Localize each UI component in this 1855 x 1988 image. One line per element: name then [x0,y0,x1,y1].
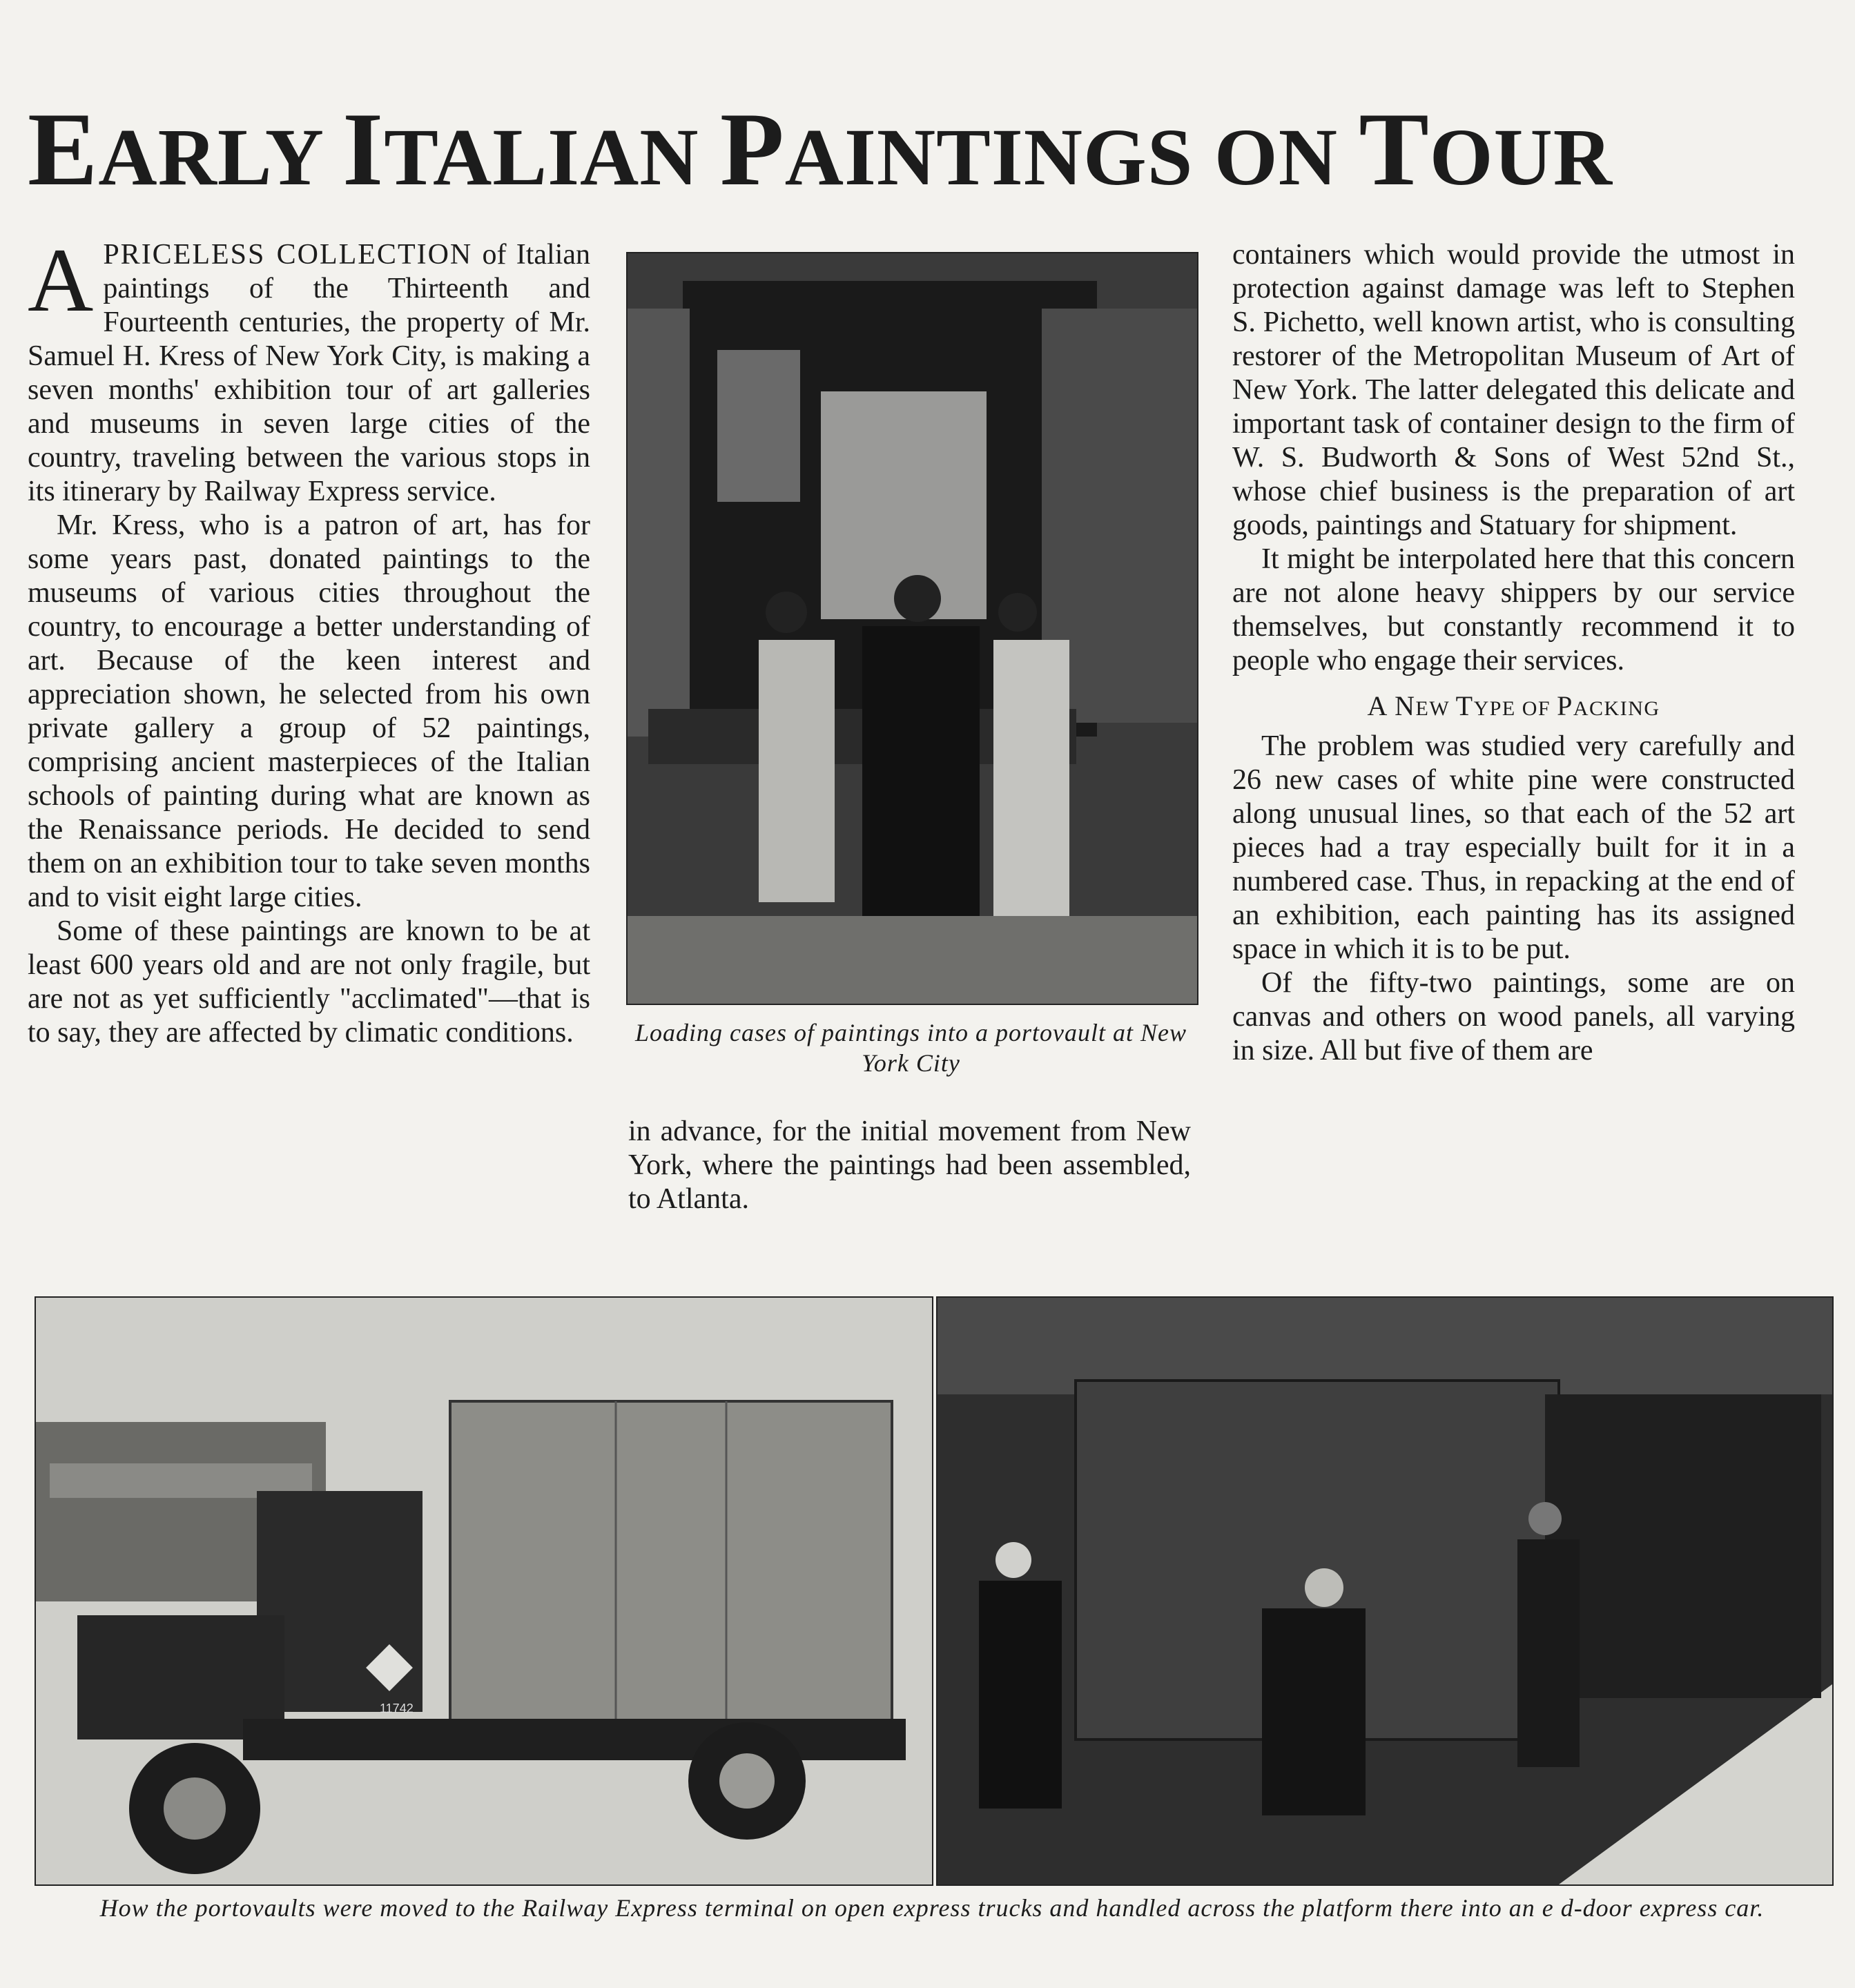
paragraph: containers which would provide the utmost in protection against damage was left to Stephen S. Pichetto, well known artist, who is consulting restorer of the Metropolitan Museum of Art of New York. The latter delegated this delicate and important task of container design to the firm of W. S. Budworth & Sons of West 52nd St., whose chief business is the preparation of art goods, paintings and Statuary for shipment. [1232,239,1795,541]
drop-cap: A [28,229,94,331]
photo-truck-portovault [35,1296,933,1886]
paragraph: APRICELESS COLLECTION of Italian paintings of the Thirteenth and Fourteenth centuries, the property of Mr. Samuel H. Kress of New York City, is making a seven months' exhibition tour of art galleries and museums in seven large cities of the country, traveling between the various stops in its itinerary by Railway Express service. [28,229,591,507]
paragraph: Mr. Kress, who is a patron of art, has for some years past, donated paintings to the museums of various cities throughout the country, to encourage a better understanding of art. Because of the keen interest and appreciation shown, he selected from his own private gallery a group of 52 paintings, comprising ancient masterpieces of the Italian schools of painting during what are known as the Renaissance periods. He decided to send them on an exhibition tour to take seven months and to visit eight large cities. [28,509,590,913]
paragraph: Some of these paintings are known to be at least 600 years old and are not only fragile, but are not as yet sufficiently "acclimated"—that is to say, they are affected by climatic conditions. [28,915,590,1049]
photo-loading-cases [626,252,1198,1005]
photo-caption-top: Loading cases of paintings into a portovault at New York City [634,1019,1187,1077]
article-column-3 [1232,238,1795,1068]
paragraph: The problem was studied very carefully and 26 new cases of white pine were constructed along unusual lines, so that each of the 52 art pieces had a tray especially built for it in a numbered case. Thus, in repacking at the end of an exhibition, each painting has its assigned space in which it is to be put. [1232,730,1795,965]
section-subhead: A NEW TYPE OF PACKING [1367,690,1660,721]
paragraph: Of the fifty-two paintings, some are on canvas and others on wood panels, all varying in size. All but five of them are [1232,967,1795,1066]
article-title: EARLY ITALIAN PAINTINGS ON TOUR [28,91,1613,207]
paragraph: It might be interpolated here that this concern are not alone heavy shippers by our service themselves, but constantly recommend it to people who engage their services. [1232,543,1795,676]
article-column-1 [28,229,591,1050]
truck-number-label: 11742 [380,1702,414,1715]
photo-illustration [938,1298,1832,1884]
paragraph: in advance, for the initial movement from New York, where the paintings had been assembled, to Atlanta. [628,1115,1191,1215]
photo-illustration [628,253,1197,1004]
photo-caption-bottom: How the portovaults were moved to the Railway Express terminal on open express trucks and handled across the platform there into an e d-door express car. [99,1894,1765,1922]
photo-illustration [36,1298,932,1884]
photo-platform-portovault [936,1296,1834,1886]
article-column-2 [628,1115,1191,1216]
